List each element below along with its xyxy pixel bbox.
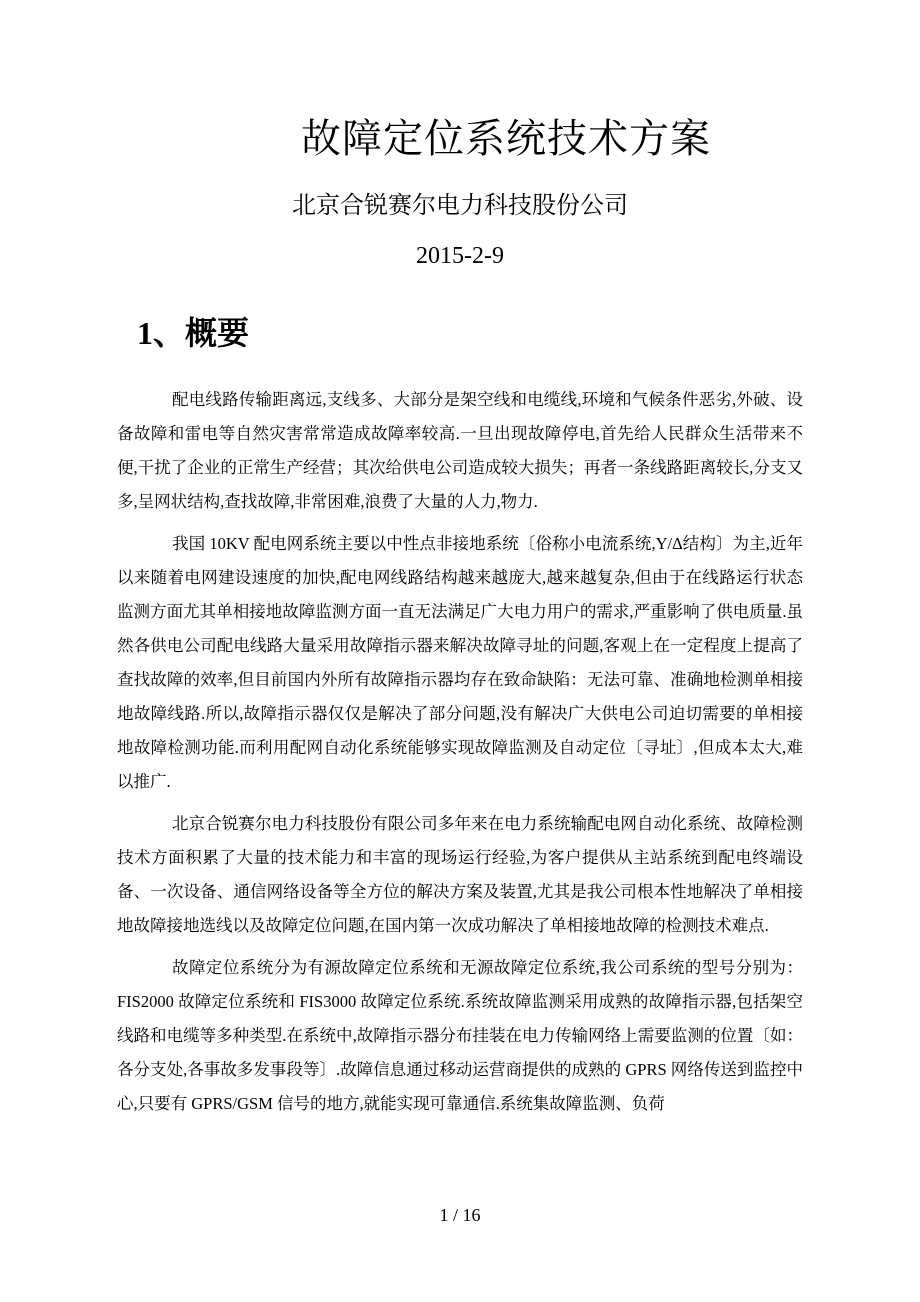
company-name: 北京合锐赛尔电力科技股份公司 [292,193,628,219]
page-number-footer: 1 / 16 [439,1205,481,1225]
body-text [117,383,803,1121]
paragraph-4: 故障定位系统分为有源故障定位系统和无源故障定位系统,我公司系统的型号分别为：FIS2000 故障定位系统和 FIS3000 故障定位系统.系统故障监测采用成熟的故障指示器,包括架空线路和电缆等多种类型.在系统中,故障指示器分布挂装在电力传输网络上需要监测的位置〔如：各分支处,各事故多发事段等〕.故障信息通过移动运营商提供的成熟的 GPRS 网络传送到监控中心,只要有 GPRS/GSM 信号的地方,就能实现可靠通信.系统集故障监测、负荷 [117,958,803,1113]
document-title: 故障定位系统技术方案 [301,116,711,161]
paragraph-2: 我国 10KV 配电网系统主要以中性点非接地系统〔俗称小电流系统,Y/Δ结构〕为主,近年以来随着电网建设速度的加快,配电网线路结构越来越庞大,越来越复杂,但由于在线路运行状态监测方面尤其单相接地故障监测方面一直无法满足广大电力用户的需求,严重影响了供电质量.虽然各供电公司配电线路大量采用故障指示器来解决故障寻址的问题,客观上在一定程度上提高了查找故障的效率,但目前国内外所有故障指示器均存在致命缺陷：无法可靠、准确地检测单相接地故障线路.所以,故障指示器仅仅是解决了部分问题,没有解决广大供电公司迫切需要的单相接地故障检测功能.而利用配网自动化系统能够实现故障监测及自动定位〔寻址〕,但成本太大,难以推广. [117,534,803,791]
paragraph-3: 北京合锐赛尔电力科技股份有限公司多年来在电力系统输配电网自动化系统、故障检测技术方面积累了大量的技术能力和丰富的现场运行经验,为客户提供从主站系统到配电终端设备、一次设备、通信网络设备等全方位的解决方案及装置,尤其是我公司根本性地解决了单相接地故障接地选线以及故障定位问题,在国内第一次成功解决了单相接地故障的检测技术难点. [117,814,803,935]
section-heading-overview: 1、概要 [137,315,250,351]
paragraph-1: 配电线路传输距离远,支线多、大部分是架空线和电缆线,环境和气候条件恶劣,外破、设备故障和雷电等自然灾害常常造成故障率较高.一旦出现故障停电,首先给人民群众生活带来不便,干扰了企业的正常生产经营；其次给供电公司造成较大损失；再者一条线路距离较长,分支又多,呈网状结构,查找故障,非常困难,浪费了大量的人力,物力. [117,390,803,511]
document-date: 2015-2-9 [416,243,504,269]
